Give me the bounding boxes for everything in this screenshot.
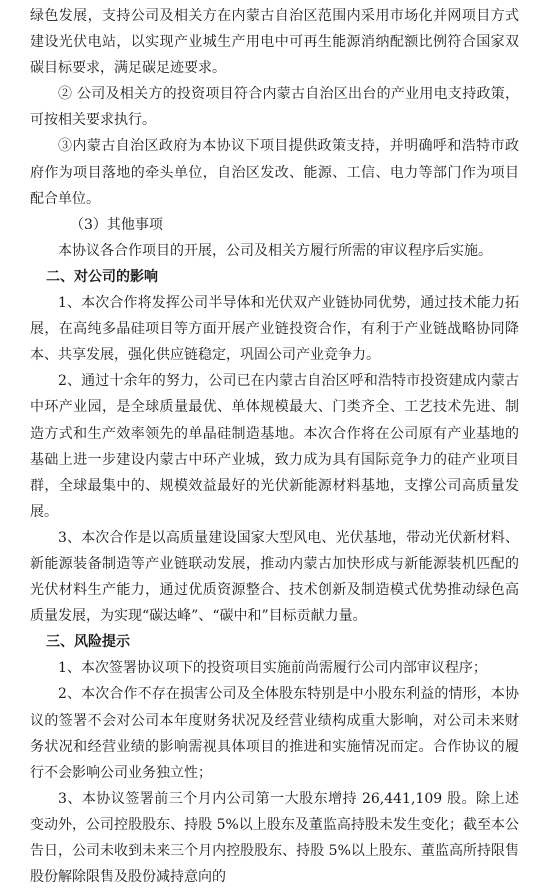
paragraph-policy-item-3: ③内蒙古自治区政府为本协议下项目提供政策支持，并明确呼和浩特市政府作为项目落地的牵头单位，自治区发改、能源、工信、电力等部门作为项目配合单位。 [30,138,519,207]
paragraph-risk-2: 2、本次合作不存在损害公司及全体股东特别是中小股东利益的情形，本协议的签署不会对公司本年度财务状况及经营业绩构成重大影响，对公司未来财务状况和经营业绩的影响需视具体项目的推进和实施情况而定。合作协议的履行不会影响公司业务独立性； [30,686,519,781]
section-heading-impact: 二、对公司的影响 [46,268,158,285]
subheading-other-matters: （3）其他事项 [70,216,163,233]
paragraph-impact-3: 3、本次合作是以高质量建设国家大型风电、光伏基地，带动光伏新材料、新能源装备制造等产业链联动发展，推动内蒙古加快形成与新能源装机匹配的光伏材料生产能力，通过优质资源整合、技术创新及制造模式优势推动绿色高质量发展，为实现“碳达峰”、“碳中和”目标贡献力量。 [30,529,519,625]
paragraph-continuation: 绿色发展，支持公司及相关方在内蒙古自治区范围内采用市场化并网项目方式建设光伏电站，以实现产业城生产用电中可再生能源消纳配额比例符合国家双碳目标要求，满足碳足迹要求。 [30,8,519,77]
paragraph-risk-1: 1、本次签署协议项下的投资项目实施前尚需履行公司内部审议程序； [58,660,487,677]
paragraph-policy-item-2: ② 公司及相关方的投资项目符合内蒙古自治区出台的产业用电支持政策，可按相关要求执行。 [30,86,519,129]
paragraph-impact-1: 1、本次合作将发挥公司半导体和光伏双产业链协同优势，通过技术能力拓展，在高纯多晶硅项目等方面开展产业链投资合作，有利于产业链战略协同降本、共享发展，强化供应链稳定，巩固公司产业竞争力。 [30,295,519,364]
paragraph-risk-3: 3、本协议签署前三个月内公司第一大股东增持 26,441,109 股。除上述变动外，公司控股股东、持股 5%以上股东及董监高持股未发生变化；截至本公告日，公司未收到未来三个月内控股股东、持股 5%以上股东、董监高所持限售股份解除限售及股份减持意向的 [30,790,519,886]
paragraph-impact-2: 2、通过十余年的努力，公司已在内蒙古自治区呼和浩特市投资建成内蒙古中环产业园，是全球质量最优、单体规模最大、门类齐全、工艺技术先进、制造方式和生产效率领先的单晶硅制造基地。本次合作将在公司原有产业基地的基础上进一步建设内蒙古中环产业城，致力成为具有国际竞争力的硅产业项目群，全球最集中的、规模效益最好的光伏新能源材料基地，支撑公司高质量发展。 [30,373,519,520]
section-heading-risk: 三、风险提示 [46,634,130,651]
paragraph-other-matters: 本协议各合作项目的开展，公司及相关方履行所需的审议程序后实施。 [58,242,492,259]
